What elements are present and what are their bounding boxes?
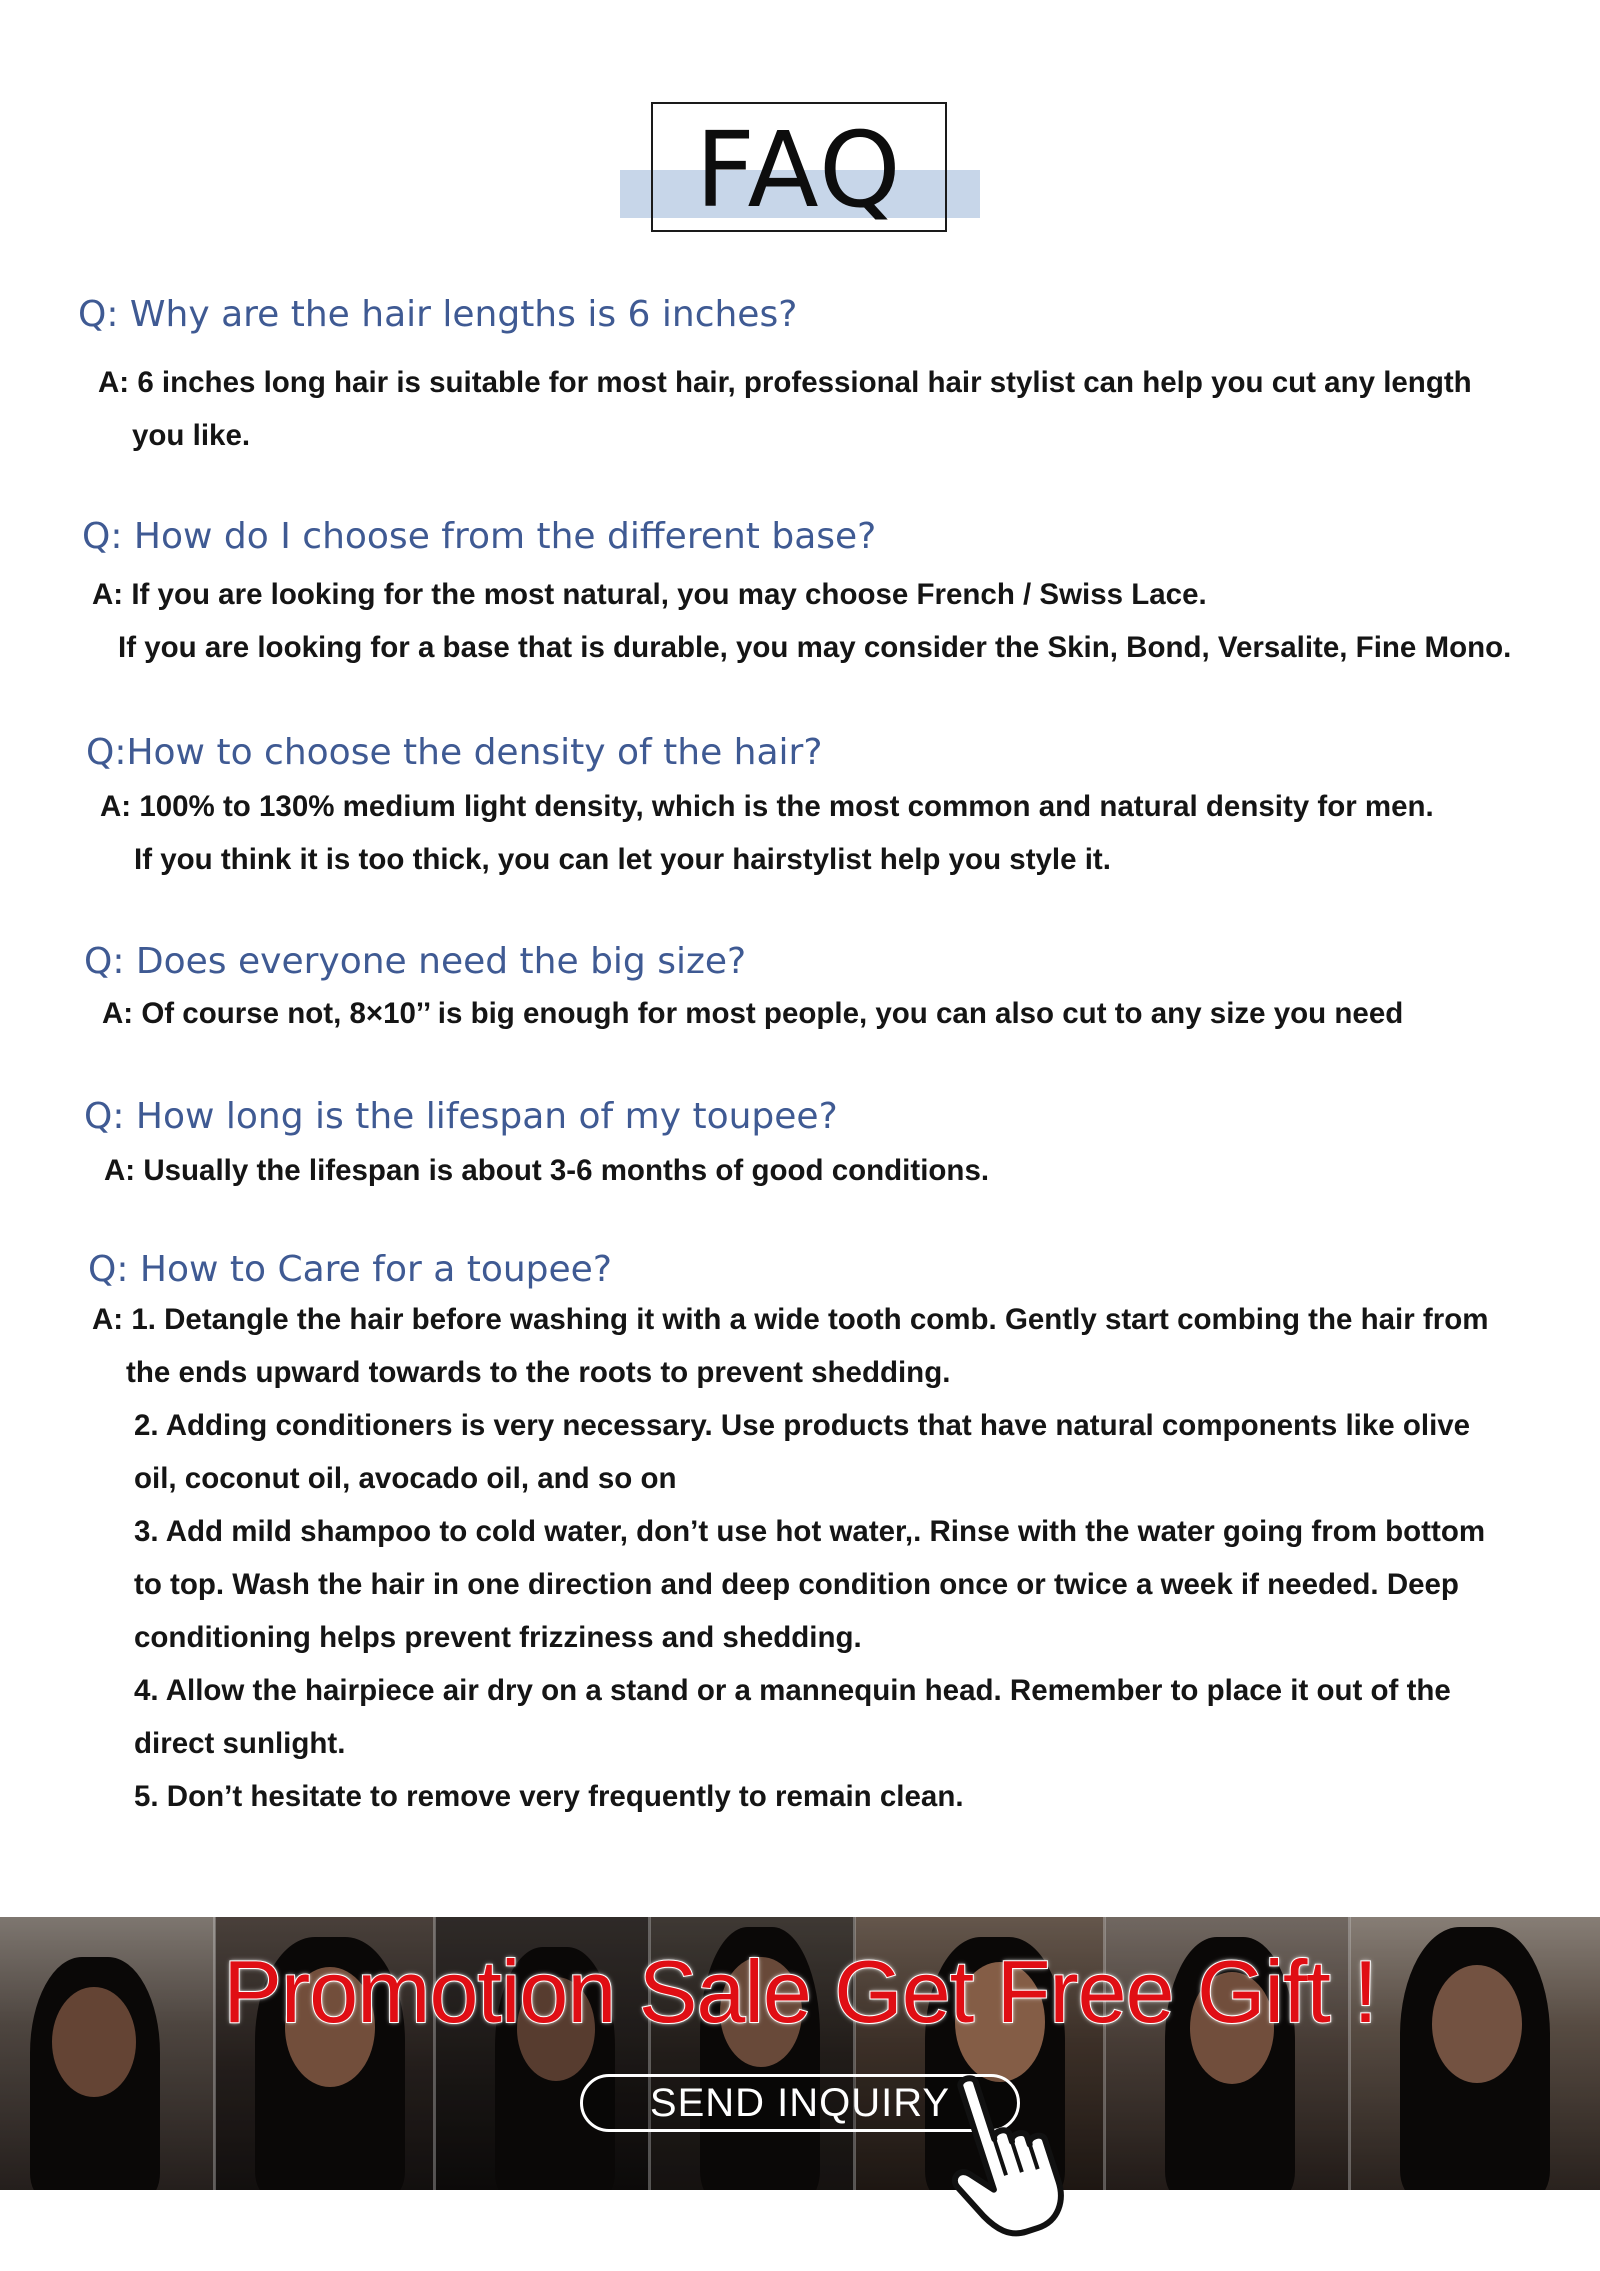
answer-line: If you think it is too thick, you can let your hairstylist help you style it. [134,843,1111,877]
answer-line: A: Of course not, 8×10’’ is big enough for most people, you can also cut to any size you need [102,997,1404,1031]
answer-line: 2. Adding conditioners is very necessary. Use products that have natural components like olive [134,1409,1471,1443]
faq-item [88,1248,1488,1823]
faq-answer [98,356,1472,462]
faq-title-box [651,102,947,232]
answer-line: A: 100% to 130% medium light density, which is the most common and natural density for men. [100,790,1434,824]
faq-question: Q:How to choose the density of the hair? [86,732,823,773]
answer-line: 5. Don’t hesitate to remove very frequently to remain clean. [134,1780,964,1814]
answer-line: 4. Allow the hairpiece air dry on a stand or a mannequin head. Remember to place it out of the [134,1674,1451,1708]
faq-question: Q: Does everyone need the big size? [84,941,747,982]
faq-header [620,102,980,238]
faq-answer [104,1144,989,1197]
faq-question: Q: How to Care for a toupee? [88,1249,612,1290]
answer-line: direct sunlight. [134,1727,346,1761]
promo-banner [0,1917,1600,2190]
answer-line: A: If you are looking for the most natural, you may choose French / Swiss Lace. [92,578,1207,612]
answer-line: the ends upward towards to the roots to prevent shedding. [126,1356,951,1390]
faq-question: Q: How do I choose from the different base? [82,516,877,557]
answer-line: If you are looking for a base that is durable, you may consider the Skin, Bond, Versalite, Fine Mono. [118,631,1512,665]
pointer-hand-icon [940,2065,1080,2245]
answer-line: oil, coconut oil, avocado oil, and so on [134,1462,677,1496]
promo-headline: Promotion Sale Get Free Gift ! [223,1942,1377,2041]
faq-question: Q: How long is the lifespan of my toupee? [84,1096,838,1137]
faq-answer [92,568,1511,674]
faq-item [86,731,1434,886]
faq-answer [100,780,1434,886]
answer-line: conditioning helps prevent frizziness and shedding. [134,1621,862,1655]
faq-item [84,1095,989,1197]
faq-item [82,515,1511,674]
faq-answer [102,987,1403,1040]
answer-line: to top. Wash the hair in one direction and deep condition once or twice a week if needed. Deep [134,1568,1459,1602]
answer-line: you like. [132,419,251,453]
answer-line: A: 6 inches long hair is suitable for most hair, professional hair stylist can help you cut any length [98,366,1472,400]
faq-answer [92,1293,1488,1823]
answer-line: 3. Add mild shampoo to cold water, don’t use hot water,. Rinse with the water going from bottom [134,1515,1486,1549]
answer-line: A: Usually the lifespan is about 3-6 months of good conditions. [104,1154,990,1188]
page-title: FAQ [695,109,903,231]
faq-question: Q: Why are the hair lengths is 6 inches? [78,294,798,335]
send-inquiry-button[interactable]: SEND INQUIRY [580,2074,1020,2132]
answer-line: A: 1. Detangle the hair before washing it with a wide tooth comb. Gently start combing the hair from [92,1303,1489,1337]
faq-item [84,940,1403,1040]
faq-item [78,293,1472,462]
